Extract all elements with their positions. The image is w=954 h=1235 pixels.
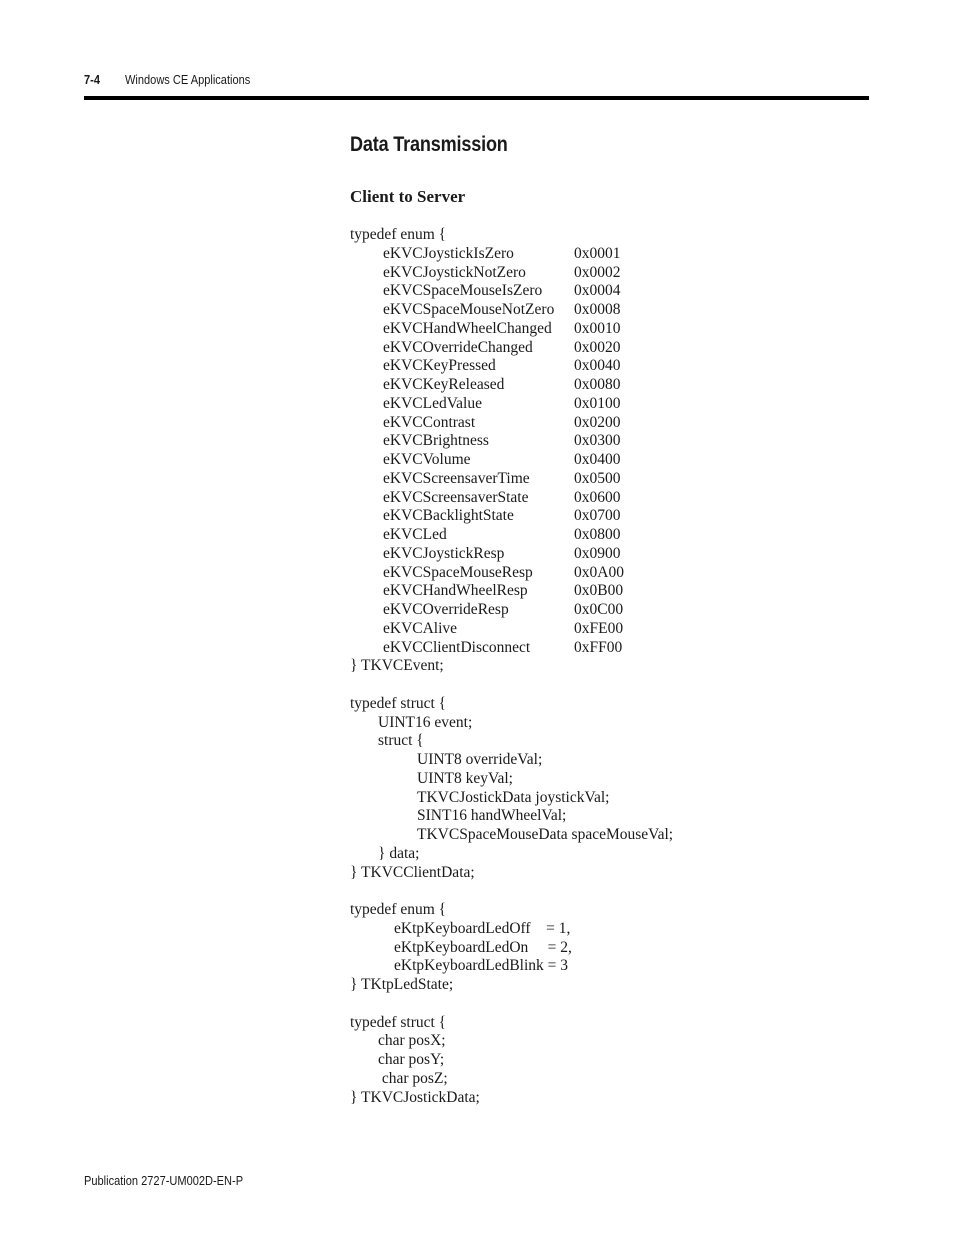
enum-entry-value: 0x0800 bbox=[574, 526, 621, 543]
enum-entry-value: 0x0300 bbox=[574, 432, 621, 450]
inner-struct-field-line: UINT8 keyVal; bbox=[417, 769, 513, 787]
enum-entry-name: eKVCHandWheelChanged bbox=[383, 319, 552, 337]
inner-struct-close-line: } data; bbox=[378, 844, 420, 862]
enum-entry-row bbox=[350, 526, 850, 545]
enum-entry-name: eKVCScreensaverState bbox=[383, 488, 529, 506]
enum-entry-value: 0x0004 bbox=[574, 282, 621, 300]
inner-struct-open-line: struct { bbox=[378, 732, 424, 750]
struct-open-line: typedef struct { bbox=[350, 1013, 447, 1031]
subsection-title: Client to Server bbox=[350, 187, 466, 206]
enum-entry-row bbox=[350, 245, 850, 264]
enum-entry-value: 0x0008 bbox=[574, 301, 621, 318]
struct-open-line: typedef struct { bbox=[350, 694, 447, 712]
enum-entry-row bbox=[350, 582, 850, 601]
enum-entry-row bbox=[350, 414, 850, 433]
section-title: Data Transmission bbox=[350, 133, 508, 156]
enum-entry-value: 0x0C00 bbox=[574, 601, 624, 618]
enum-entry-name: eKVCOverrideChanged bbox=[383, 338, 533, 356]
enum-entry-name: eKVCScreensaverTime bbox=[383, 469, 530, 487]
enum-entry-row bbox=[350, 357, 850, 376]
enum-entry-row bbox=[350, 639, 850, 658]
enum-entry-value: 0x0500 bbox=[574, 469, 621, 487]
enum-entry-value: 0xFF00 bbox=[574, 638, 623, 656]
enum-entry-value: 0xFE00 bbox=[574, 619, 624, 637]
running-header-section: Windows CE Applications bbox=[125, 72, 251, 87]
enum-entry-row bbox=[350, 320, 850, 339]
enum-entry-value: 0x0400 bbox=[574, 451, 621, 468]
enum-entry-name: eKVCBacklightState bbox=[383, 507, 514, 525]
led-enum-entry-line: eKtpKeyboardLedBlink = 3 bbox=[394, 957, 569, 975]
spacer bbox=[350, 676, 850, 695]
code-listing bbox=[350, 226, 850, 1107]
spacer bbox=[350, 995, 850, 1014]
struct-field-line: char posZ; bbox=[378, 1069, 448, 1087]
enum-close-line: } TKVCEvent; bbox=[350, 657, 444, 675]
struct-field-line: UINT16 event; bbox=[378, 713, 473, 731]
enum-entry-value: 0x0001 bbox=[574, 244, 621, 262]
enum-entry-name: eKVCHandWheelResp bbox=[383, 582, 528, 600]
inner-struct-field-line: SINT16 handWheelVal; bbox=[417, 807, 567, 825]
struct-field-line: char posY; bbox=[378, 1051, 445, 1068]
enum-entry-row bbox=[350, 432, 850, 451]
inner-struct-field-line: TKVCJostickData joystickVal; bbox=[417, 788, 610, 806]
enum-entry-row bbox=[350, 489, 850, 508]
enum-entry-value: 0x0A00 bbox=[574, 563, 624, 581]
header-rule bbox=[84, 96, 869, 100]
enum-entry-row bbox=[350, 507, 850, 526]
enum-entry-row bbox=[350, 376, 850, 395]
inner-struct-field-line: TKVCSpaceMouseData spaceMouseVal; bbox=[417, 826, 674, 843]
struct-close-line: } TKVCJostickData; bbox=[350, 1088, 480, 1106]
enum-entry-value: 0x0200 bbox=[574, 413, 621, 431]
enum-entry-value: 0x0080 bbox=[574, 376, 621, 393]
publication-number: Publication 2727-UM002D-EN-P bbox=[84, 1173, 244, 1188]
enum-entry-name: eKVCKeyReleased bbox=[383, 376, 505, 393]
enum-entry-value: 0x0010 bbox=[574, 319, 621, 337]
enum-entry-row bbox=[350, 301, 850, 320]
spacer bbox=[350, 882, 850, 901]
enum-entry-name: eKVCLed bbox=[383, 526, 447, 543]
enum-entry-name: eKVCJoystickResp bbox=[383, 544, 505, 562]
enum-entry-name: eKVCKeyPressed bbox=[383, 357, 496, 375]
enum-entry-value: 0x0600 bbox=[574, 488, 621, 506]
enum-entry-value: 0x0100 bbox=[574, 394, 621, 412]
enum-entry-name: eKVCJoystickIsZero bbox=[383, 244, 514, 262]
event-enum-entries bbox=[350, 245, 850, 658]
enum-entry-value: 0x0900 bbox=[574, 544, 621, 562]
led-enum-entry-line: eKtpKeyboardLedOn = 2, bbox=[394, 938, 572, 956]
enum-entry-name: eKVCSpaceMouseResp bbox=[383, 563, 533, 581]
enum-entry-name: eKVCVolume bbox=[383, 451, 471, 468]
enum-entry-row bbox=[350, 620, 850, 639]
struct-field-line: char posX; bbox=[378, 1032, 446, 1050]
led-enum-entry-line: eKtpKeyboardLedOff = 1, bbox=[394, 919, 571, 937]
enum-entry-value: 0x0020 bbox=[574, 338, 621, 356]
enum-open-line: typedef enum { bbox=[350, 901, 447, 918]
enum-entry-name: eKVCClientDisconnect bbox=[383, 638, 531, 656]
enum-entry-name: eKVCSpaceMouseNotZero bbox=[383, 301, 555, 318]
enum-entry-name: eKVCContrast bbox=[383, 413, 476, 431]
page-number: 7-4 bbox=[84, 72, 100, 87]
enum-entry-row bbox=[350, 395, 850, 414]
enum-entry-name: eKVCAlive bbox=[383, 619, 458, 637]
enum-close-line: } TKtpLedState; bbox=[350, 976, 454, 993]
enum-entry-name: eKVCLedValue bbox=[383, 394, 482, 412]
inner-struct-field-line: UINT8 overrideVal; bbox=[417, 751, 543, 768]
enum-entry-name: eKVCSpaceMouseIsZero bbox=[383, 282, 543, 300]
enum-entry-value: 0x0040 bbox=[574, 357, 621, 375]
enum-entry-row bbox=[350, 470, 850, 489]
enum-open-line: typedef enum { bbox=[350, 226, 447, 243]
struct-close-line: } TKVCClientData; bbox=[350, 863, 475, 881]
enum-entry-row bbox=[350, 264, 850, 283]
enum-entry-name: eKVCJoystickNotZero bbox=[383, 263, 526, 281]
enum-entry-name: eKVCBrightness bbox=[383, 432, 489, 450]
enum-entry-row bbox=[350, 282, 850, 301]
enum-entry-row bbox=[350, 451, 850, 470]
enum-entry-row bbox=[350, 545, 850, 564]
enum-entry-value: 0x0700 bbox=[574, 507, 621, 525]
enum-entry-row bbox=[350, 564, 850, 583]
enum-entry-row bbox=[350, 339, 850, 358]
enum-entry-row bbox=[350, 601, 850, 620]
enum-entry-value: 0x0002 bbox=[574, 263, 621, 281]
enum-entry-name: eKVCOverrideResp bbox=[383, 601, 509, 618]
enum-entry-value: 0x0B00 bbox=[574, 582, 624, 600]
